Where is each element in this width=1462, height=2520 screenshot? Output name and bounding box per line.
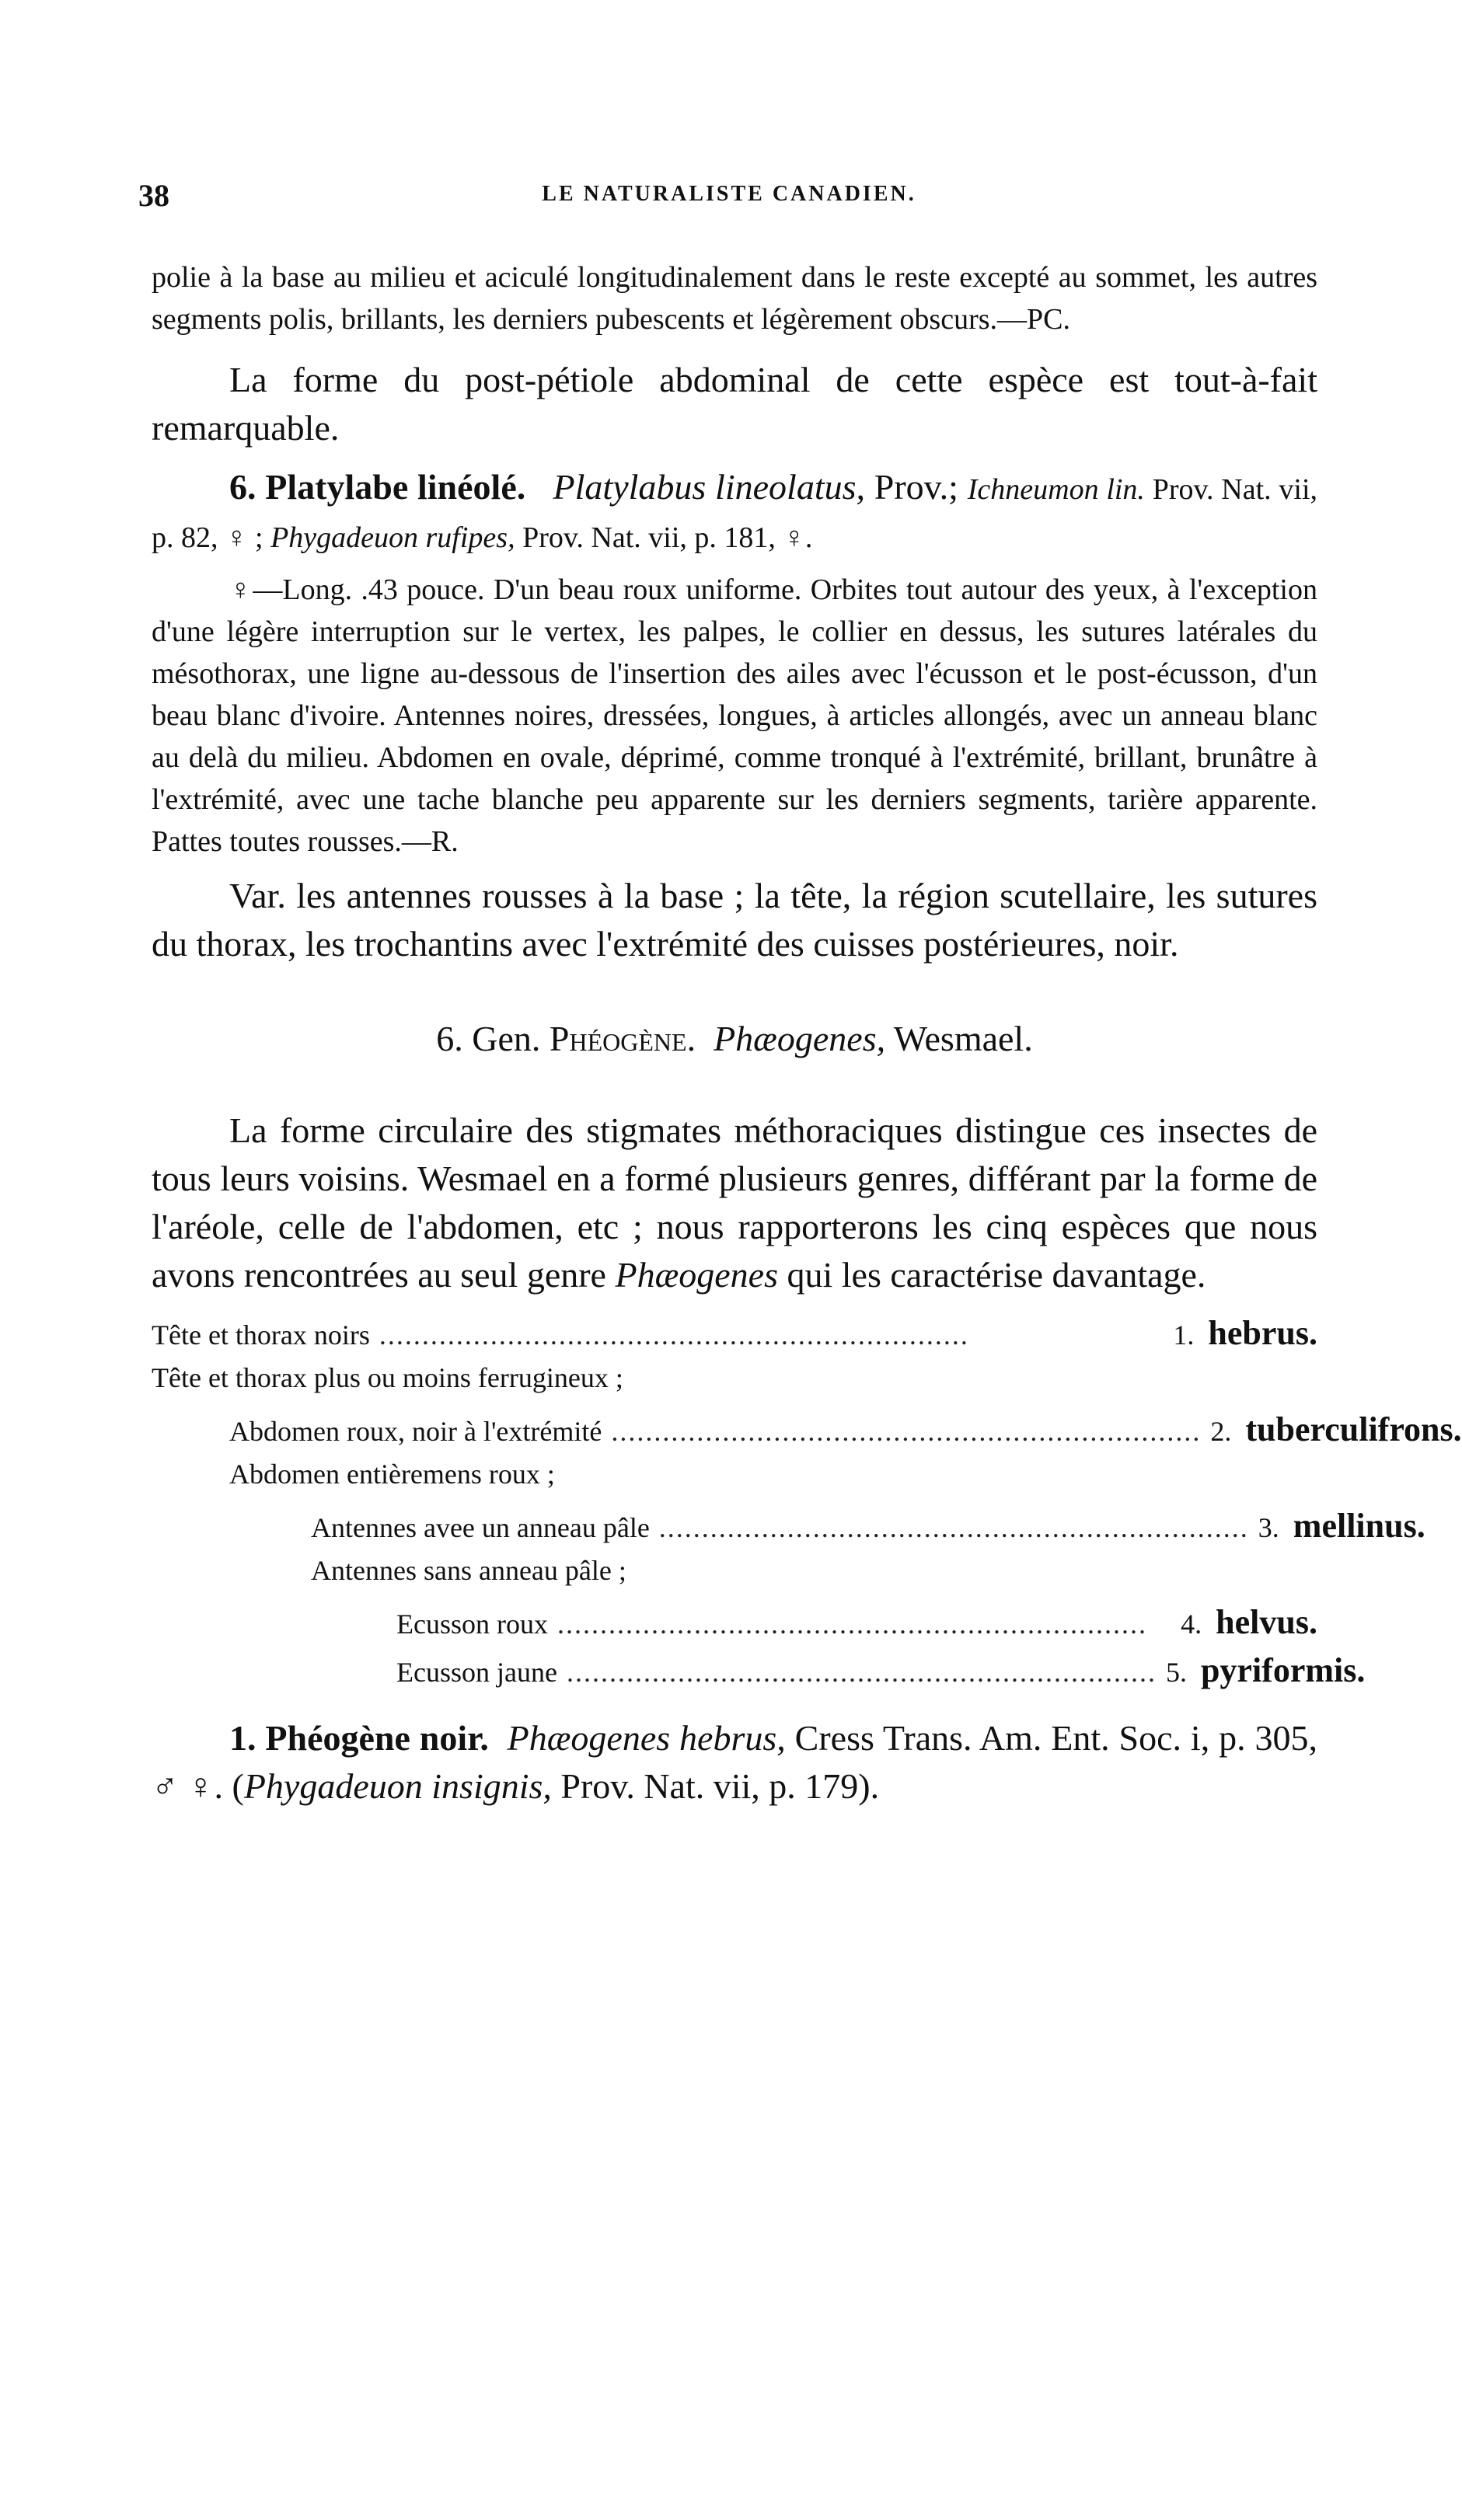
species-latin: Platylabus lineolatus, [553,467,866,507]
genus-heading [152,1015,1317,1063]
genus-author: Wesmael. [893,1019,1033,1058]
key-row: Ecusson roux ..................................................................... 4. helvus. [396,1603,1317,1641]
synonym-ref: Prov. Nat. vii, p. 179). [551,1766,880,1806]
synonym-ichneumon: Ichneumon lin. [967,473,1145,506]
species-name: Phéogène noir. [265,1718,489,1758]
key-row: Antennes sans anneau pâle ; [311,1555,626,1586]
species-key [152,1313,1462,1699]
running-head: LE NATURALISTE CANADIEN. [542,182,916,206]
paragraph-description: ♀—Long. .43 pouce. D'un beau roux uniforme. Orbites tout autour des yeux, à l'exception d'une légère interruption sur le vertex, les palpes, le collier en dessus, les sutures latérales du mésothorax, une ligne au-dessous de l'insertion des ailes avec l'écusson et le post-écusson, d'un beau blanc d'ivoire. Antennes noires, dressées, longues, à articles allongés, avec un anneau blanc au delà du milieu. Abdomen en ovale, déprimé, comme tronqué à l'extrémité, brillant, brunâtre à l'extrémité, avec une tache blanche peu apparente sur les derniers segments, tarière apparente. Pattes toutes rousses.—R. [152,573,1317,858]
synonym-ref-2: Prov. Nat. vii, p. 181, ♀. [515,521,813,554]
species-author: Prov.; [865,467,968,507]
synonym-latin: Phygadeuon insignis, [243,1766,552,1806]
paragraph-genus-intro: La forme circulaire des stigmates méthoraciques distingue ces insectes de tous leurs voisins. Wesmael en a formé plusieurs genres, différant par la forme de l'aréole, celle de l'abdomen, etc ; nous rapporterons les cinq espèces que nous avons rencontrées au seul genre Phæogenes qui les caractérise davantage. [152,1110,1317,1295]
key-row: Abdomen entièremens roux ; [229,1459,555,1490]
genus-label: Gen. [472,1019,541,1058]
paragraph-continuation: polie à la base au milieu et aciculé longitudinalement dans le reste excepté au sommet, les autres segments polis, brillants, les derniers pubescents et légèrement obscurs.—PC. [152,261,1317,336]
key-row: Antennes avee un anneau pâle ..................................................................... 3. mellinus. [311,1507,1425,1545]
key-row: Tête et thorax plus ou moins ferrugineux ; [152,1362,623,1393]
species-latin: Phæogenes hebrus, [507,1718,786,1758]
page-number: 38 [138,178,169,213]
page-body [152,256,1462,1811]
key-row: Abdomen roux, noir à l'extrémité ..................................................................... 2. tuberculifrons. [229,1410,1462,1448]
species-number: 6. [229,467,256,507]
paragraph-remark: La forme du post-pétiole abdominal de cette espèce est tout-à-fait remarquable. [152,360,1317,448]
paragraph-variety: Var. les antennes rousses à la base ; la tête, la région scutellaire, les sutures du thorax, les trochantins avec l'extrémité des cuisses postérieures, noir. [152,876,1317,964]
key-row: Tête et thorax noirs ..................................................................... 1. hebrus. [152,1314,1317,1352]
genus-latin-inline: Phæogenes [615,1255,778,1295]
key-row: Ecusson jaune ..................................................................... 5. pyriformis. [396,1651,1366,1689]
page-header [138,177,1320,216]
species-heading-pheogene-noir [152,1714,1317,1811]
synonym-ref-1: Prov. Nat. vii, p. 82, ♀ ; [152,473,1318,554]
species-number: 1. [229,1718,256,1758]
genus-number: 6. [436,1019,463,1058]
synonym-phygadeuon: Phygadeuon rufipes, [270,521,515,554]
genus-latin: Phæogenes, [714,1019,886,1058]
species-name: Platylabe linéolé. [265,467,526,507]
species-heading-platylabe [152,463,1317,559]
genus-name: Phéogène. [549,1019,696,1058]
species-ref: Cress Trans. Am. Ent. Soc. i, p. 305, ♂ ♀. ( [152,1718,1317,1806]
